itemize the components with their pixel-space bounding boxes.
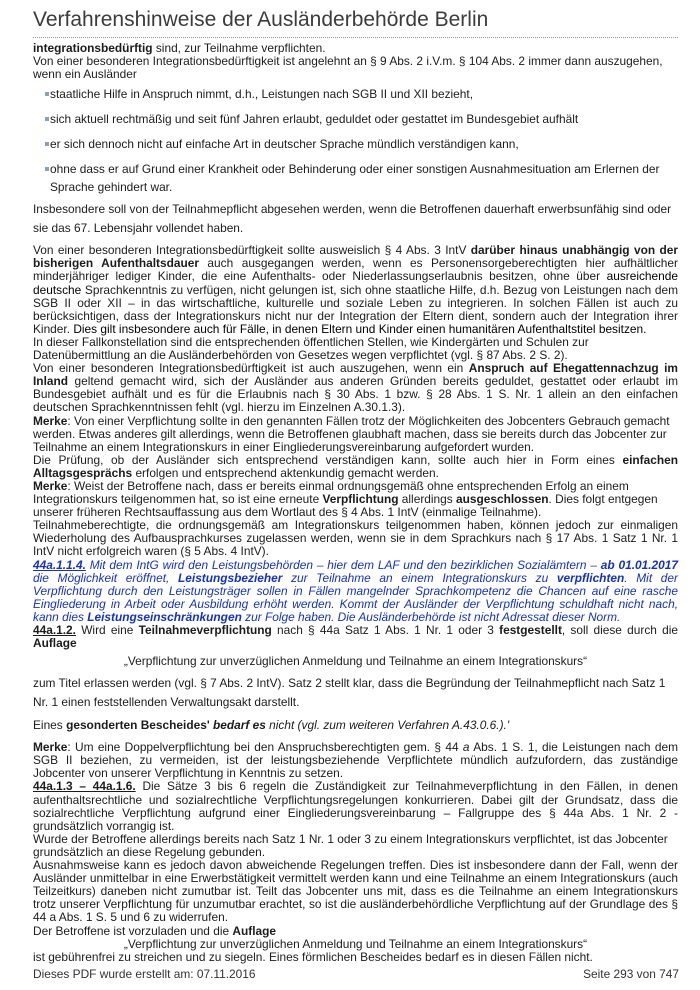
paragraph-44a-1-2: 44a.1.2. Wird eine Teilnahmeverpflichtung nach § 44a Satz 1 Abs. 1 Nr. 1 oder 3 festgestellt, soll diese durch die Auflage bbox=[33, 623, 678, 651]
header-divider bbox=[33, 37, 678, 38]
section-number: 44a.1.2. bbox=[33, 623, 76, 637]
quote: „Verpflichtung zur unverzüglichen Anmeldung und Teilnahme an einem Integrationskurs“ bbox=[123, 936, 588, 951]
paragraph: Insbesondere soll von der Teilnahmepflicht abgesehen werden, wenn die Betroffenen dauerhaft erwerbsunfähig sind oder sie das 67. Lebensjahr vollendet haben. bbox=[33, 202, 672, 236]
paragraph-merke: Merke: Von einer Verpflichtung sollte in den genannten Fällen trotz der Möglichkeiten des Jobcenters Gebrauch gemacht werden. Etwas anderes gilt allerdings, wenn die Betroffenen glaubhaft machen, dass sie bereits durch das Jobcenter zur Teilnahme an einem Integrationskurs in einer Eingliederungsvereinbarung aufgefordert wurden. bbox=[33, 413, 670, 454]
footer-page-number: Seite 293 von 747 bbox=[583, 967, 679, 981]
bullet-list bbox=[33, 85, 678, 196]
quote: „Verpflichtung zur unverzüglichen Anmeldung und Teilnahme an einem Integrationskurs“ bbox=[123, 654, 588, 669]
bullet-icon bbox=[45, 167, 49, 171]
paragraph: Eines gesonderten Bescheides' bedarf es nicht (vgl. zum weiteren Verfahren A.43.0.6.).' bbox=[33, 718, 510, 733]
paragraph-merke: Merke: Um eine Doppelverpflichtung bei den Anspruchsberechtigten gem. § 44 a Abs. 1 S. 1, die Leistungen nach dem SGB II beziehen, zu vermeiden, ist der leistungsbeziehende Verpflichtete mündlich aufzufordern, das zuständige Jobcenter von unserer Verpflichtung in Kenntnis zu setzen. bbox=[33, 740, 678, 781]
paragraph: Ausnahmsweise kann es jedoch davon abweichende Regelungen treffen. Dies ist insbesondere dann der Fall, wenn der Ausländer unmittelbar in eine Erwerbstätigkeit vermittelt werden kann und eine Teilnahme an einem Integrationskurs (auch Teilzeitkurs) daneben nicht zumutbar ist. Teilt das Jobcenter uns mit, dass es die Teilnahme an einem Integrationskurs trotz unserer Verpflichtung für unzumutbar erachtet, so ist die ausländerbehördliche Verpflichtung auf der Grundlage des § 44 a Abs. 1 S. 5 und 6 zu widerrufen. bbox=[33, 858, 678, 925]
list-item: er sich dennoch nicht auf einfache Art in deutscher Sprache mündlich verständigen kann, bbox=[33, 135, 678, 153]
paragraph: Die Prüfung, ob der Ausländer sich entsprechend verständigen kann, sollte auch hier in Form eines einfachen Alltagsgesprächs erfolgen und entsprechend aktenkundig gemacht werden. bbox=[33, 452, 678, 480]
paragraph: Von einer besonderen Integrationsbedürftigkeit ist auch auszugehen, wenn ein Anspruch auf Ehegattennachzug im Inland geltend gemacht wird, sich der Ausländer aus anderen Gründen bereits geduldet, gestattet oder erlaubt im Bundesgebiet aufhält und es für die Erlaubnis nach § 30 Abs. 1 bzw. § 28 Abs. 1 S. Nr. 1 allein an den einfachen deutschen Sprachkenntnissen fehlt (vgl. hierzu im Einzelnen A.30.1.3). bbox=[33, 361, 678, 415]
paragraph: Der Betroffene ist vorzuladen und die Auflage bbox=[33, 923, 277, 938]
paragraph-intro: integrationsbedürftig sind, zur Teilnahme verpflichten. bbox=[33, 41, 326, 55]
paragraph: In dieser Fallkonstellation sind die entsprechenden öffentlichen Stellen, wie Kindergärten und Schulen zur Datenübermittlung an die Ausländerbehörden von Gesetzes wegen verpflichtet (vgl. § 87 Abs. 2 S. 2). bbox=[33, 334, 589, 363]
paragraph: Von einer besonderen Integrationsbedürftigkeit sollte ausweislich § 4 Abs. 3 IntV darüber hinaus unabhängig von der bisherigen Aufenthaltsdauer auch ausgegangen werden, wenn es Personensorgeberechtigten hier aufhältlicher minderjähriger lediger Kinder, die eine Aufenthalts- oder Niederlassungserlaubnis besitzen, ohne über ausreichende deutsche Sprachkenntnis zu verfügen, nicht gelungen ist, sich ohne staatliche Hilfe, d.h. Bezug von Leistungen nach dem SGB II oder XII – in das wirtschaftliche, kulturelle und soziale Leben zu integrieren. In solchen Fällen ist auch zu berücksichtigen, dass der Integrationskurs nicht nur der Integration der Eltern dient, sondern auch der Integration ihrer Kinder. Dies gilt insbesondere auch für Fälle, in denen Eltern und Kinder einen humanitären Aufenthaltstitel besitzen. bbox=[33, 243, 678, 336]
paragraph: Wurde der Betroffene allerdings bereits nach Satz 1 Nr. 1 oder 3 zu einem Integrationskurs verpflichtet, ist das Jobcenter grundsätzlich an diese Regelung gebunden. bbox=[33, 831, 668, 859]
paragraph: ist gebührenfrei zu streichen und zu siegeln. Eines förmlichen Bescheides bedarf es in diesen Fällen nicht. bbox=[33, 949, 593, 964]
paragraph-44a-1-1-4: 44a.1.1.4. Mit dem IntG wird den Leistungsbehörden – hier dem LAF und den bezirklichen Sozialämtern – ab 01.01.2017 die Möglichkeit eröffnet, Leistungsbezieher zur Teilnahme an einem Integrationskurs zu verpflichten. Mit der Verpflichtung durch den Leistungsträger sollen in Fällen mangelnder Sprachkompetenz die Chancen auf eine rasche Eingliederung in Arbeit oder Ausbildung erhöht werden. Kommt der Ausländer der Verpflichtung schuldhaft nicht nach, kann dies Leistungseinschränkungen zur Folge haben. Die Ausländerbehörde ist nicht Adressat dieser Norm. bbox=[33, 557, 678, 624]
bullet-icon bbox=[45, 117, 49, 121]
bullet-icon bbox=[45, 142, 49, 146]
section-number: 44a.1.3 – 44a.1.6. bbox=[33, 779, 136, 794]
list-item: staatliche Hilfe in Anspruch nimmt, d.h., Leistungen nach SGB II und XII bezieht, bbox=[33, 85, 678, 103]
footer-created-date: Dieses PDF wurde erstellt am: 07.11.2016 bbox=[33, 967, 256, 981]
paragraph-44a-1-3: 44a.1.3 – 44a.1.6. Die Sätze 3 bis 6 regeln die Zuständigkeit zur Teilnahmeverpflichtung in den Fällen, in denen aufenthaltsrechtliche und sozialrechtliche Verpflichtungsregelungen konkurrieren. Dabei gilt der Grundsatz, dass die sozialrechtliche Verpflichtung aufgrund einer Eingliederungsvereinbarung – Fallgruppe des § 44a Abs. 1 Nr. 2 - grundsätzlich vorrangig ist. bbox=[33, 779, 678, 833]
document-body bbox=[33, 42, 678, 964]
paragraph: Von einer besonderen Integrationsbedürftigkeit ist angelehnt an § 9 Abs. 2 i.V.m. § 104 Abs. 2 immer dann auszugehen, wenn ein Ausländer bbox=[33, 54, 663, 82]
bullet-icon bbox=[45, 92, 49, 96]
paragraph: Teilnahmeberechtigte, die ordnungsgemäß am Integrationskurs teilgenommen haben, können jedoch zur einmaligen Wiederholung des Aufbausprachkurses zugelassen werden, wenn sie in dem Sprachkurs nach § 17 Abs. 1 Satz 1 Nr. 1 IntV nicht erfolgreich waren (§ 5 Abs. 4 IntV). bbox=[33, 518, 678, 559]
section-number: 44a.1.1.4. bbox=[33, 557, 86, 572]
list-item: sich aktuell rechtmäßig und seit fünf Jahren erlaubt, geduldet oder gestattet im Bundesgebiet aufhält bbox=[33, 110, 678, 128]
paragraph: zum Titel erlassen werden (vgl. § 7 Abs. 2 IntV). Satz 2 stellt klar, dass die Begründung der Teilnahmepflicht nach Satz 1 Nr. 1 einen feststellenden Verwaltungsakt darstellt. bbox=[33, 676, 666, 710]
paragraph-merke: Merke: Weist der Betroffene nach, dass er bereits einmal ordnungsgemäß ohne entsprechenden Erfolg an einem Integrationskurs teilgenommen hat, so ist eine erneute Verpflichtung allerdings ausgeschlossen. Dies folgt entgegen unserer früheren Rechtsauffassung aus dem Wortlaut des § 4 Abs. 1 IntV (einmalige Teilnahme). bbox=[33, 478, 658, 520]
list-item: ohne dass er auf Grund einer Krankheit oder Behinderung oder einer sonstigen Ausnahmesituation am Erlernen der Sprache gehindert war. bbox=[33, 160, 678, 196]
page-title: Verfahrenshinweise der Ausländerbehörde Berlin bbox=[33, 8, 489, 31]
